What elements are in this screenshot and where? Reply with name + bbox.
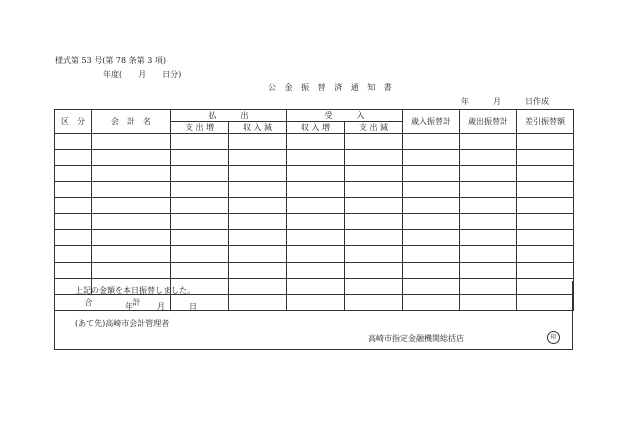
header-expense-increase: 支 出 増 xyxy=(171,122,229,134)
table-cell xyxy=(92,150,171,166)
table-cell xyxy=(92,230,171,246)
table-cell xyxy=(287,182,345,198)
table-cell xyxy=(517,263,574,279)
footer-box xyxy=(54,281,573,350)
table-cell xyxy=(460,182,517,198)
table-cell xyxy=(403,230,460,246)
header-expense-decrease: 支 出 減 xyxy=(345,122,403,134)
table-cell xyxy=(460,198,517,214)
table-cell xyxy=(287,214,345,230)
table-cell xyxy=(55,214,92,230)
header-revenue-transfer-total: 歳入振替計 xyxy=(403,110,460,134)
table-cell xyxy=(55,246,92,263)
table-cell xyxy=(460,263,517,279)
table-cell xyxy=(460,246,517,263)
table-cell xyxy=(55,134,92,150)
table-cell xyxy=(460,150,517,166)
table-cell xyxy=(92,134,171,150)
total-label: 合 計 xyxy=(55,295,171,311)
table-cell xyxy=(229,182,287,198)
table-cell xyxy=(229,246,287,263)
header-category: 区 分 xyxy=(55,110,92,134)
form-name: 様式第 53 号(第 78 条第 3 項) xyxy=(55,56,166,65)
header-revenue-increase: 収 入 増 xyxy=(287,122,345,134)
table-cell xyxy=(517,150,574,166)
table-cell xyxy=(403,134,460,150)
table-row xyxy=(55,150,574,166)
table-row xyxy=(55,246,574,263)
table-cell xyxy=(460,214,517,230)
table-cell xyxy=(517,134,574,150)
table-row xyxy=(55,198,574,214)
header-expense-transfer-total: 歳出振替計 xyxy=(460,110,517,134)
table-cell xyxy=(345,182,403,198)
table-cell xyxy=(345,150,403,166)
table-cell xyxy=(517,198,574,214)
table-cell xyxy=(403,198,460,214)
table-cell xyxy=(517,230,574,246)
table-cell xyxy=(403,214,460,230)
created-date: 年 月 日作成 xyxy=(461,97,549,106)
table-cell xyxy=(287,166,345,182)
table-cell xyxy=(171,214,229,230)
table-cell xyxy=(55,198,92,214)
table-row xyxy=(55,263,574,279)
table-cell xyxy=(460,166,517,182)
table-cell xyxy=(229,230,287,246)
table-cell xyxy=(345,166,403,182)
transfer-notice: 上記の金額を本日振替しました。 xyxy=(75,286,195,295)
table-cell xyxy=(171,230,229,246)
table-cell xyxy=(403,182,460,198)
table-row xyxy=(55,230,574,246)
bank-name: 高崎市指定金融機関総括店 xyxy=(368,334,464,343)
table-cell xyxy=(171,134,229,150)
table-cell xyxy=(92,214,171,230)
table-cell xyxy=(345,246,403,263)
table-row xyxy=(55,166,574,182)
table-cell xyxy=(229,263,287,279)
document-title: 公 金 振 替 済 通 知 書 xyxy=(268,83,395,92)
table-cell xyxy=(287,246,345,263)
table-cell xyxy=(171,150,229,166)
header-net-transfer-amount: 差引振替額 xyxy=(517,110,574,134)
table-cell xyxy=(171,263,229,279)
table-cell xyxy=(229,198,287,214)
table-cell xyxy=(229,214,287,230)
table-row xyxy=(55,214,574,230)
table-cell xyxy=(345,134,403,150)
table-cell xyxy=(171,198,229,214)
table-cell xyxy=(55,182,92,198)
seal-mark: 印 xyxy=(547,331,560,344)
header-revenue-decrease: 収 入 減 xyxy=(229,122,287,134)
table-cell xyxy=(287,230,345,246)
table-cell xyxy=(55,150,92,166)
table-row xyxy=(55,134,574,150)
table-cell xyxy=(92,182,171,198)
table-cell xyxy=(345,263,403,279)
table-cell xyxy=(517,246,574,263)
table-cell xyxy=(92,166,171,182)
table-cell xyxy=(287,198,345,214)
transfer-date: 年 月 日 xyxy=(125,302,197,311)
table-cell xyxy=(92,246,171,263)
table-cell xyxy=(345,214,403,230)
header-receipt-group: 受 入 xyxy=(287,110,403,122)
table-cell xyxy=(287,134,345,150)
table-cell xyxy=(287,150,345,166)
table-row xyxy=(55,182,574,198)
table-cell xyxy=(345,198,403,214)
table-cell xyxy=(229,150,287,166)
header-account-name: 会 計 名 xyxy=(92,110,171,134)
table-cell xyxy=(55,263,92,279)
table-cell xyxy=(517,166,574,182)
table-cell xyxy=(403,246,460,263)
table-cell xyxy=(517,182,574,198)
table-cell xyxy=(403,150,460,166)
table-cell xyxy=(55,166,92,182)
table-cell xyxy=(92,263,171,279)
table-cell xyxy=(403,166,460,182)
table-cell xyxy=(345,230,403,246)
table-cell xyxy=(229,134,287,150)
table-cell xyxy=(517,214,574,230)
table-cell xyxy=(229,166,287,182)
table-cell xyxy=(171,246,229,263)
table-cell xyxy=(92,198,171,214)
table-cell xyxy=(403,263,460,279)
recipient-line: (あて先)高崎市会計管理者 xyxy=(75,319,170,328)
table-cell xyxy=(460,230,517,246)
table-cell xyxy=(55,230,92,246)
table-cell xyxy=(287,263,345,279)
fiscal-year-line: 年度( 月 日分) xyxy=(103,70,182,79)
table-cell xyxy=(171,182,229,198)
header-payment-group: 払 出 xyxy=(171,110,287,122)
table-cell xyxy=(460,134,517,150)
table-cell xyxy=(171,166,229,182)
